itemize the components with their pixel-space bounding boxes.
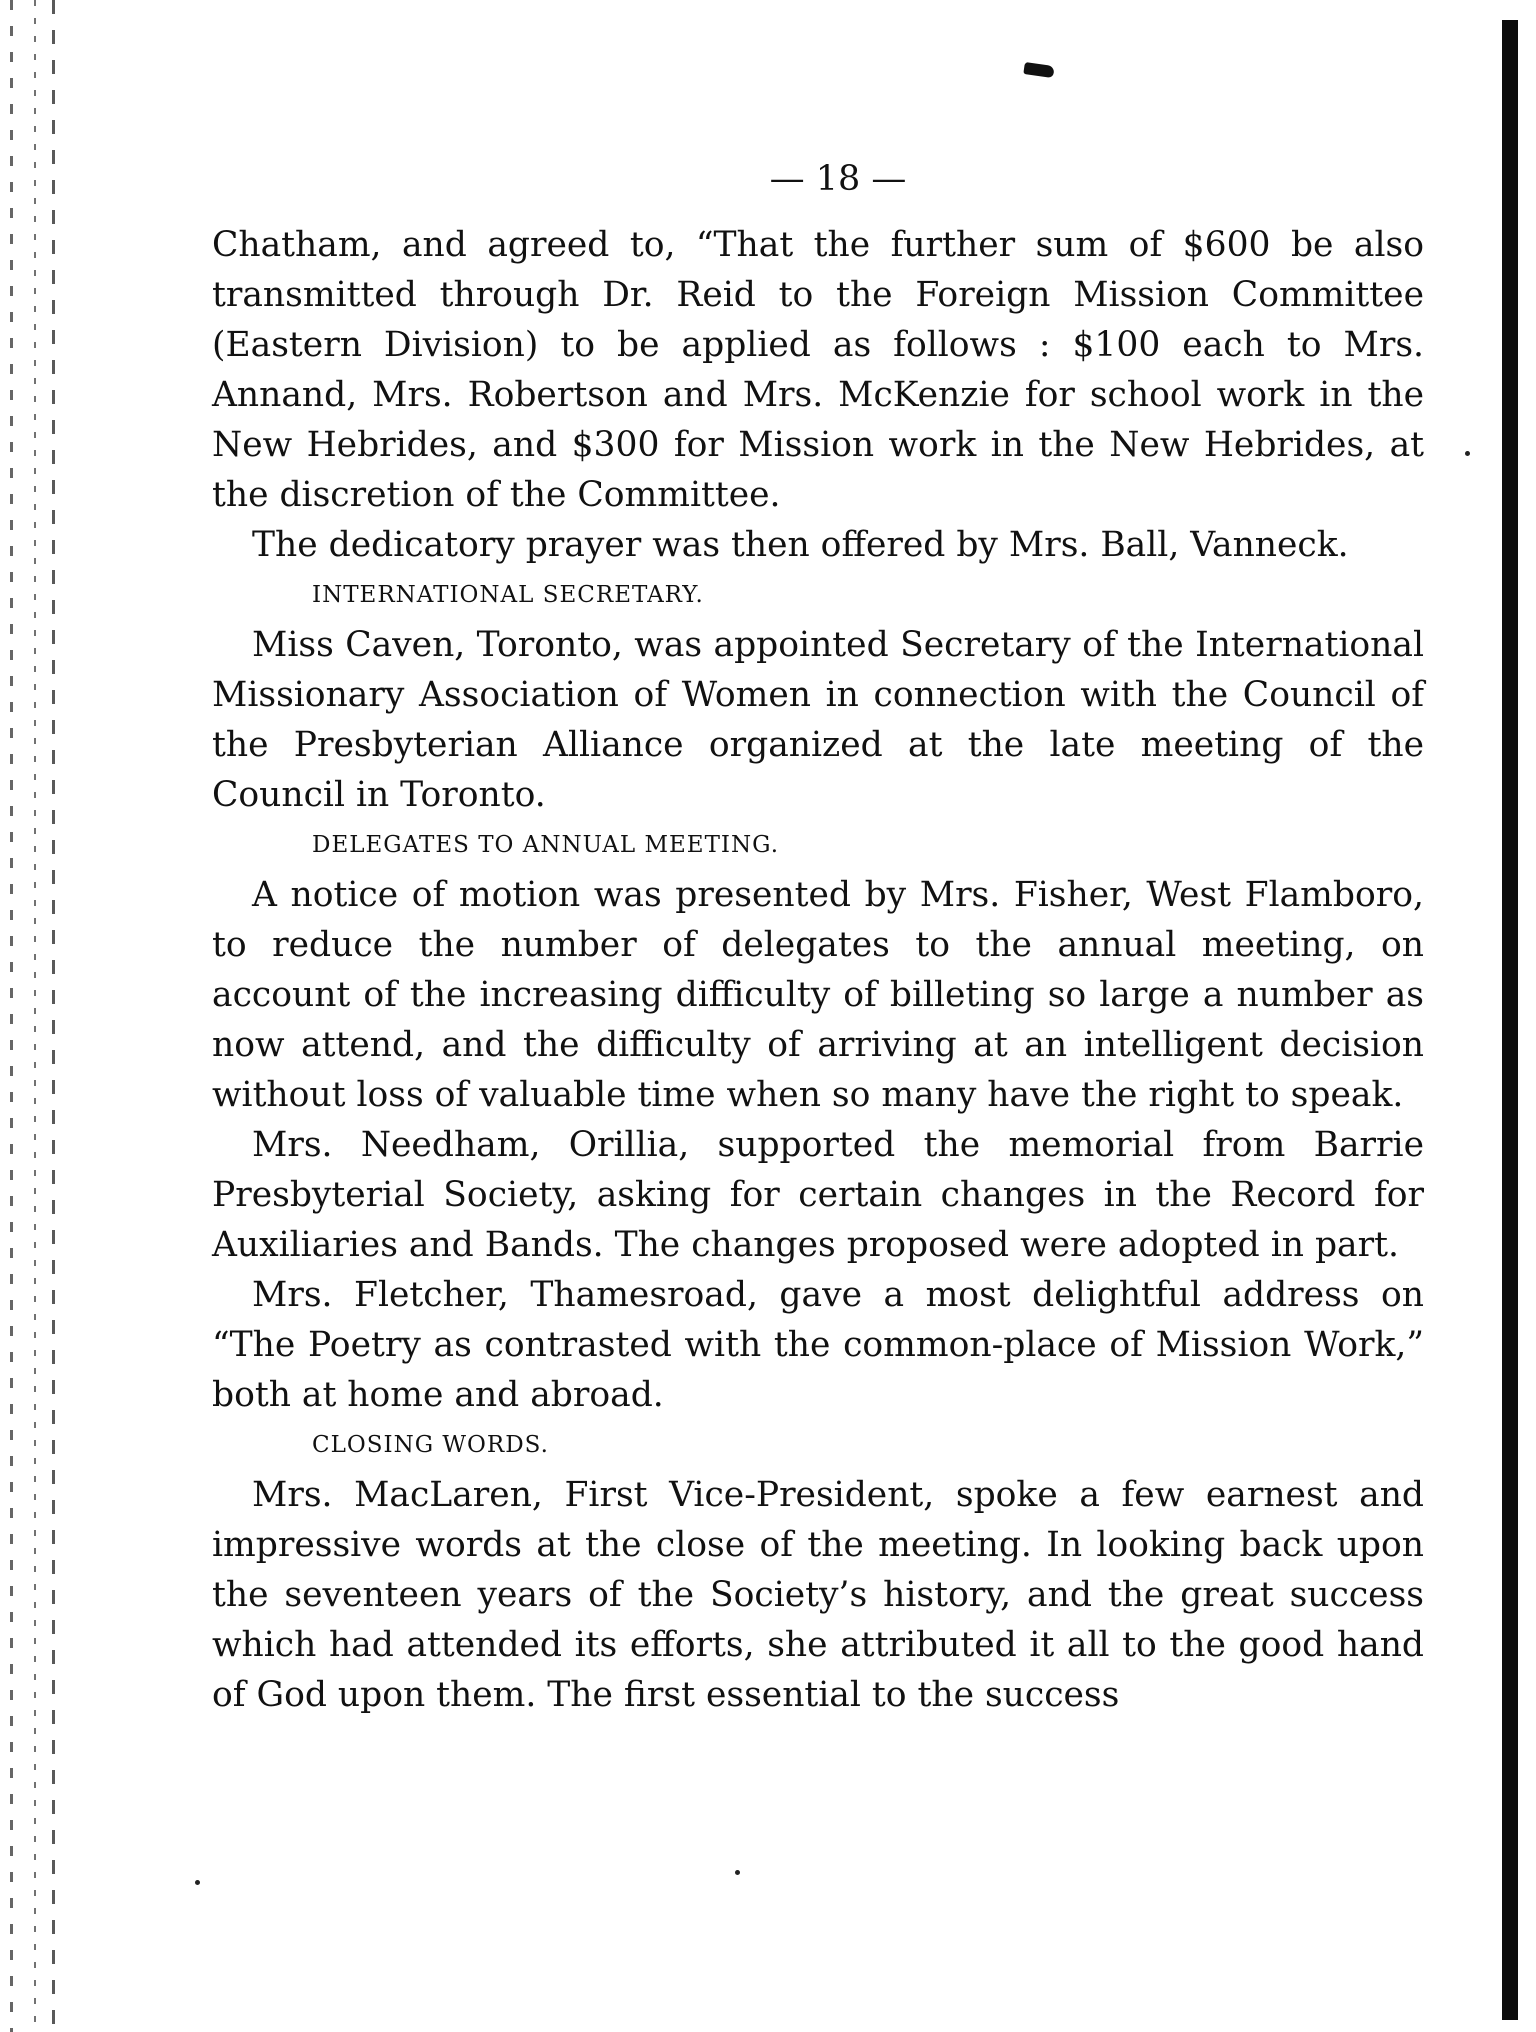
paragraph-memorial: Mrs. Needham, Orillia, supported the memorial from Barrie Presbyterial Society, asking for certain changes in the Record for Auxiliaries and Bands. The changes proposed were adopted in part. [212,1125,1424,1265]
paragraph-closing-words: Mrs. MacLaren, First Vice-President, spoke a few earnest and impressive words at the close of the meeting. In looking back upon the seventeen years of the Society’s history, and the great success which had attended its efforts, she attributed it all to the good hand of God upon them. The first essential to the success [212,1475,1424,1715]
ink-blot [1023,62,1054,78]
paragraph-mission-funds: Chatham, and agreed to, “That the further sum of $600 be also transmitted through Dr. Reid to the Foreign Mission Committee (Eastern Division) to be applied as follows : $100 each to Mrs. Annand, Mrs. Robertson and Mrs. McKenzie for school work in the New Hebrides, and $300 for Mission work in the New Hebrides, at the discretion of the Committee. [212,225,1424,515]
paragraph-notice-of-motion: A notice of motion was presented by Mrs. Fisher, West Flamboro, to reduce the number of delegates to the annual meeting, on account of the increasing difficulty of billeting so large a number as now attend, and the difficulty of arriving at an intelligent decision without loss of valuable time when so many have the right to speak. [212,875,1424,1115]
heading-closing-words: CLOSING WORDS. [312,1432,549,1458]
document-body [212,220,1424,1720]
paragraph-dedicatory-prayer: The dedicatory prayer was then offered by Mrs. Ball, Vanneck. [252,525,1349,565]
page-number: — 18 — [769,159,907,199]
heading-delegates: DELEGATES TO ANNUAL MEETING. [312,832,779,858]
scanned-page-edge [0,0,70,2032]
ink-speck [735,1870,740,1875]
document-page [212,150,1424,1720]
ink-speck [1465,451,1470,456]
paragraph-address: Mrs. Fletcher, Thamesroad, gave a most delightful address on “The Poetry as contrasted with the common-place of Mission Work,” both at home and abroad. [212,1275,1424,1415]
scanned-binding-shadow [1502,20,1518,2020]
ink-speck [195,1880,200,1885]
paragraph-international-secretary: Miss Caven, Toronto, was appointed Secretary of the International Missionary Association of Women in connection with the Council of the Presbyterian Alliance organized at the late meeting of the Council in Toronto. [212,625,1424,815]
heading-international-secretary: INTERNATIONAL SECRETARY. [312,582,704,608]
